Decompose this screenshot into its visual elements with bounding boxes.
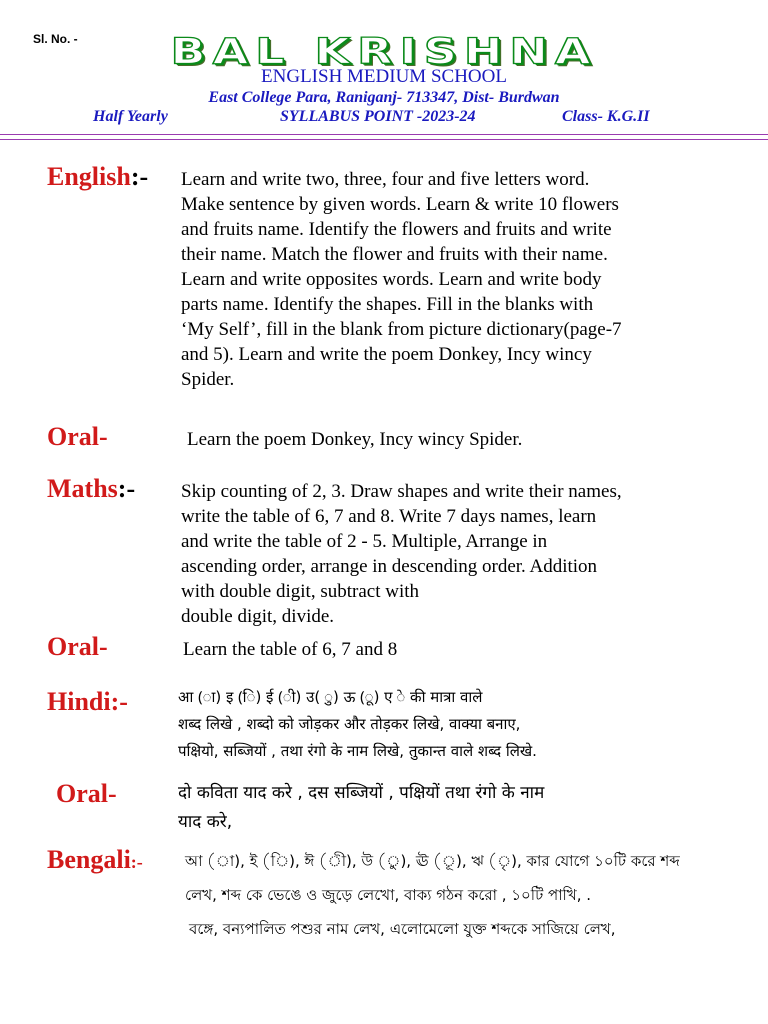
syllabus-title: SYLLABUS POINT -2023-24	[280, 108, 476, 125]
syllabus-line: Learn and write opposites words. Learn and write body	[181, 269, 602, 290]
syllabus-line: दो कविता याद करे , दस सब्जियों , पक्षियों तथा रंगो के नाम	[178, 783, 545, 803]
bengali-heading-label: Bengali	[47, 845, 131, 874]
syllabus-line: Spider.	[181, 369, 235, 390]
syllabus-line: বঙ্গে, বন্যপালিত পশুর নাম লেখ, এলোমেলো যুক্ত শব্দকে সাজিয়ে লেখ,	[189, 920, 616, 938]
syllabus-line: पक्षियो, सब्जियों , तथा रंगो के नाम लिखे, तुकान्त वाले शब्द लिखे.	[178, 742, 537, 760]
syllabus-line: and fruits name. Identify the flowers and fruits and write	[181, 219, 612, 240]
syllabus-line: parts name. Identify the shapes. Fill in the blanks with	[181, 294, 594, 315]
heading-separator: :-	[110, 687, 128, 716]
school-type: ENGLISH MEDIUM SCHOOL	[261, 66, 507, 87]
hindi-syllabus	[178, 684, 748, 765]
heading-separator: :-	[130, 162, 149, 191]
maths-syllabus	[181, 479, 751, 629]
heading-separator: -	[108, 779, 117, 808]
syllabus-line: and 5). Learn and write the poem Donkey, Incy wincy	[181, 344, 592, 365]
syllabus-line: double digit, divide.	[181, 606, 335, 627]
header-divider	[0, 139, 768, 140]
school-name: BAL KRISHNA	[170, 29, 598, 73]
syllabus-line: ascending order, arrange in descending order. Addition	[181, 556, 598, 577]
exam-name: Half Yearly	[93, 108, 168, 125]
maths-oral-text: Learn the table of 6, 7 and 8	[183, 639, 398, 660]
english-heading	[47, 162, 148, 192]
english-oral-text: Learn the poem Donkey, Incy wincy Spider.	[187, 429, 523, 450]
heading-separator: :-	[117, 474, 136, 503]
bengali-heading	[47, 845, 143, 875]
serial-number-label: Sl. No. -	[33, 32, 78, 46]
hindi-heading	[47, 687, 128, 717]
syllabus-line: याद करे,	[178, 812, 233, 832]
syllabus-line: Learn and write two, three, four and five letters word.	[181, 169, 590, 190]
maths-heading-label: Maths	[47, 474, 118, 503]
hindi-oral-text	[178, 779, 748, 837]
syllabus-line: আ (া), ই (ি), ঈ (ী), উ (ু), ঊ (ূ), ঋ (ৃ), কার যোগে ১০টি করে শব্দ	[185, 852, 680, 870]
oral-heading-label: Oral	[47, 632, 99, 661]
syllabus-line: their name. Match the flower and fruits with their name.	[181, 244, 608, 265]
maths-heading	[47, 474, 135, 504]
oral-heading-label: Oral	[47, 422, 99, 451]
english-heading-label: English	[47, 162, 131, 191]
hindi-oral-heading	[56, 779, 117, 809]
header-divider	[0, 134, 768, 135]
syllabus-line: Make sentence by given words. Learn & write 10 flowers	[181, 194, 619, 215]
class-name: Class- K.G.II	[562, 108, 650, 125]
school-address: East College Para, Raniganj- 713347, Dist- Burdwan	[208, 89, 560, 106]
syllabus-line: write the table of 6, 7 and 8. Write 7 days names, learn	[181, 506, 597, 527]
heading-separator: -	[99, 632, 108, 661]
syllabus-line: शब्द लिखे , शब्दो को जोड़कर और तोड़कर लिखे, वाक्या बनाए,	[178, 715, 521, 733]
heading-separator: :-	[130, 852, 143, 872]
maths-oral-heading	[47, 632, 108, 662]
syllabus-line: आ (ा) इ (ि) ई (ी) उ( ु) ऊ (ू) ए े की मात्रा वाले	[178, 688, 483, 706]
bengali-syllabus	[185, 844, 755, 946]
english-syllabus	[181, 167, 751, 392]
syllabus-line: ‘My Self’, fill in the blank from picture dictionary(page-7	[181, 319, 622, 340]
syllabus-line: and write the table of 2 - 5. Multiple, Arrange in	[181, 531, 548, 552]
syllabus-line: with double digit, subtract with	[181, 581, 420, 602]
heading-separator: -	[99, 422, 108, 451]
english-oral-heading	[47, 422, 108, 452]
oral-heading-label: Oral	[56, 779, 108, 808]
syllabus-line: লেখ, শব্দ কে ভেঙে ও জুড়ে লেখো, বাক্য গঠন করো , ১০টি পাখি, .	[185, 886, 591, 904]
hindi-heading-label: Hindi	[47, 687, 111, 716]
syllabus-line: Skip counting of 2, 3. Draw shapes and write their names,	[181, 481, 622, 502]
